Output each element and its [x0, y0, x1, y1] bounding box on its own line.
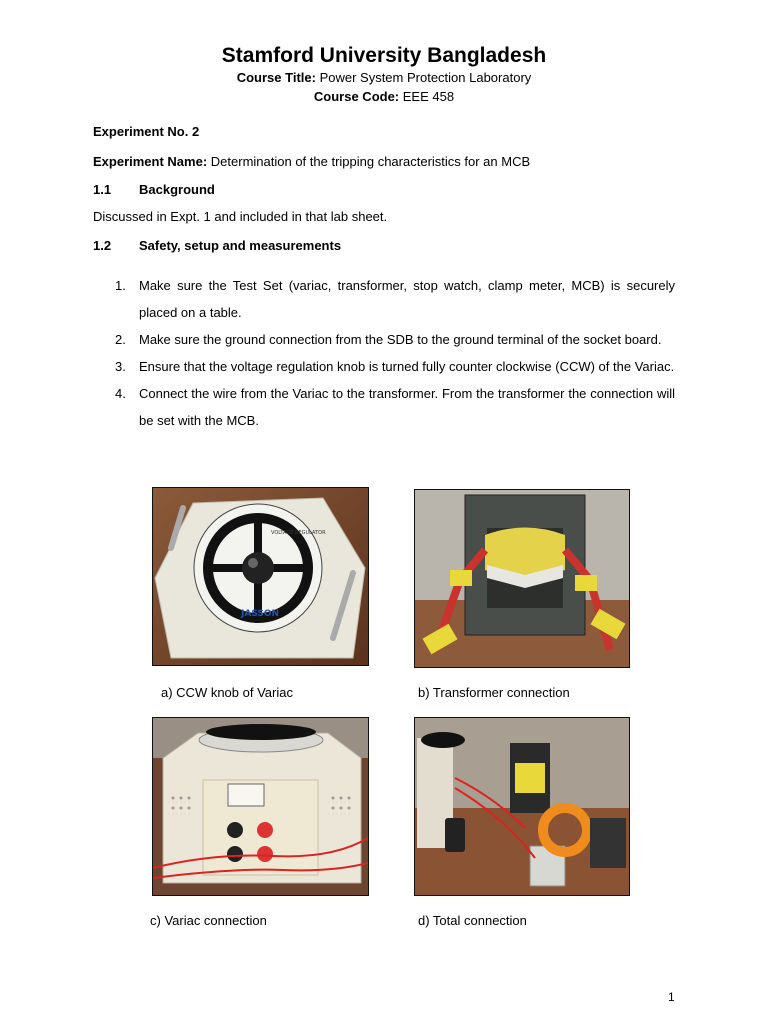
course-code-line [0, 89, 768, 104]
section-text: Discussed in Expt. 1 and included in that lab sheet. [93, 209, 388, 224]
course-code-label: Course Code: [313, 89, 400, 104]
section-title: Safety, setup and measurements [139, 238, 342, 253]
list-item: 1. Make sure the Test Set (variac, transformer, stop watch, clamp meter, MCB) is securely placed on a table. [115, 278, 675, 320]
section-number: 1.1 [93, 182, 112, 197]
list-item: 4. Connect the wire from the Variac to the transformer. From the transformer the connection will be set with the MCB. [115, 386, 675, 428]
institution-title: Stamford University Bangladesh [221, 44, 547, 67]
course-code: EEE 458 [402, 89, 455, 104]
total-connection-photo [414, 717, 630, 896]
figure-caption: b) Transformer connection [418, 685, 570, 700]
experiment-name-line [93, 154, 530, 169]
procedure-steps [93, 272, 675, 434]
section-number: 1.2 [93, 238, 112, 253]
experiment-name: Determination of the tripping characteristics for an MCB [210, 154, 531, 169]
variac-knob-photo [152, 487, 369, 666]
experiment-name-label: Experiment Name: [93, 154, 208, 169]
transformer-photo [414, 489, 630, 668]
page-number: 1 [668, 990, 675, 1004]
brand-logo: JASSON [241, 609, 280, 619]
section-title: Background [139, 182, 215, 197]
figure-caption: a) CCW knob of Variac [161, 685, 293, 700]
list-item: 2. Make sure the ground connection from the SDB to the ground terminal of the socket board. [115, 332, 662, 347]
course-title-label: Course Title: [236, 70, 316, 85]
variac-connection-photo [152, 717, 369, 896]
list-item: 3. Ensure that the voltage regulation knob is turned fully counter clockwise (CCW) of the Variac. [115, 359, 675, 374]
experiment-number: Experiment No. 2 [93, 124, 200, 139]
figure-caption: d) Total connection [418, 913, 527, 928]
course-title-line [0, 70, 768, 85]
dial-label: VOLTAGE REGULATOR [271, 530, 326, 536]
course-title: Power System Protection Laboratory [319, 70, 532, 85]
figure-caption: c) Variac connection [150, 913, 267, 928]
